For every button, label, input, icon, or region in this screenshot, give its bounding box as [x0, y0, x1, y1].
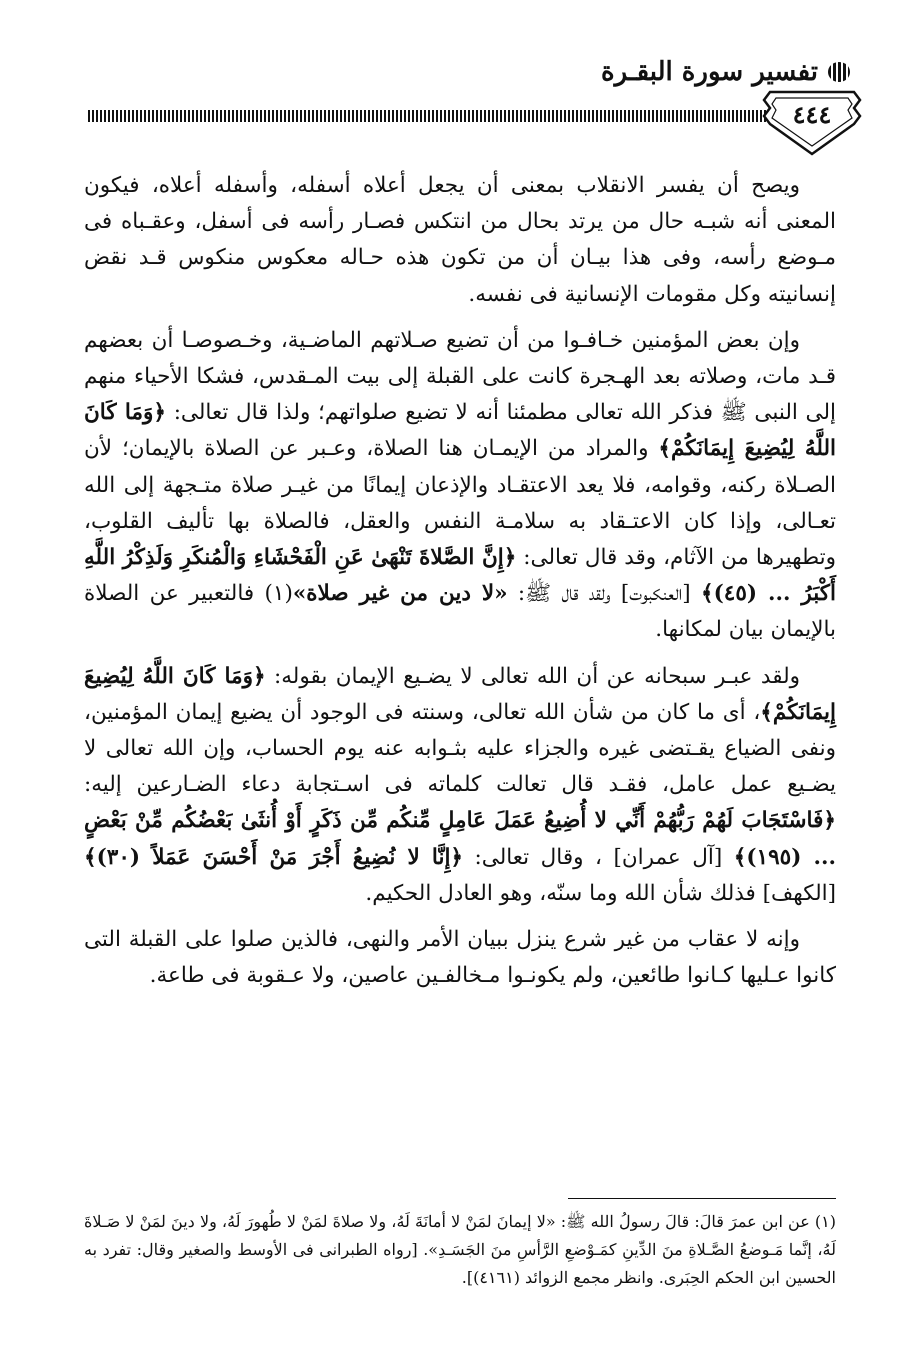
- paragraph: [84, 168, 836, 313]
- footnote: (١) عن ابن عمرَ قالَ: قالَ رسولُ الله ﷺ: «لا إيمانَ لمَنْ لا أمانَةَ لَهُ، ولا صلاةَ لمَنْ لا طُهورَ لَهُ، ولا دينَ لمَنْ لا صَـلاةَ لَهُ، إنَّما مَـوضعُ الصَّـلاةِ منَ الدِّينِ كمَـوْضعِ الرَّأسِ منَ الجَسَـدِ». [رواه الطبرانى فى الأوسط والصغير وقال: تفرد به الحسين ابن الحكم الحِبَرى. وانظر مجمع الزوائد (٤١٦١)].: [84, 1212, 837, 1287]
- quran-verse: ﴿وَمَا كَانَ اللَّهُ لِيُضِيعَ إِيمَانَكُمْ﴾: [84, 400, 836, 462]
- surah-reference: [العنكبوت] ولقد قال ﷺ:: [517, 581, 691, 607]
- main-text: [84, 168, 836, 1004]
- page-number: ٤٤٤: [792, 100, 832, 129]
- paragraph-text: ويصح أن يفسر الانقلاب بمعنى أن يجعل أعلاه أسفله، وأسفله أعلاه، فيكون المعنى أنه شبـه حال من يرتد بحال من انتكس فصـار رأسه فى أسفل، وعقـباه فى مـوضع رأسه، وفى هذا بيـان أن من تكون هذه حـاله معكوس منكوس قـد نقض إنسانيته وكل مقومات الإنسانية فى نفسه.: [84, 173, 836, 307]
- hadith-quote: «لا دين من غير صلاة»: [292, 581, 508, 607]
- paragraph-text: وإن بعض المؤمنين خـافـوا من أن تضيع صـلاتهم الماضـية، وخـصوصـا أن بعضهم قـد مات، وصلاته بعد الهـجرة كانت على القبلة إلى بيت المـقدس، فشكا الأحياء منهم إلى النبى ﷺ فذكر الله تعالى مطمئنا أنه لا تضيع صلواتهم؛ ولذا قال تعالى:: [84, 327, 836, 426]
- paragraph-text: (١) فالتعبير عن الصلاة بالإيمان بيان لمكانها.: [84, 581, 836, 643]
- quran-verse: ﴿فَاسْتَجَابَ لَهُمْ رَبُّهُمْ أَنِّي لا أُضِيعُ عَمَلَ عَامِلٍ مِّنكُم مِّن ذَكَرٍ أَوْ أُنثَىٰ بَعْضُكُم مِّنْ بَعْضٍ ... (١٩٥)﴾: [84, 808, 836, 870]
- quran-verse: ﴿إِنَّ الصَّلاةَ تَنْهَىٰ عَنِ الْفَحْشَاءِ وَالْمُنكَرِ وَلَذِكْرُ اللَّهِ أَكْبَرُ ... (٤٥)﴾: [84, 545, 836, 607]
- quran-verse: ﴿إِنَّا لا نُضِيعُ أَجْرَ مَنْ أَحْسَنَ عَمَلاً (٣٠)﴾: [84, 844, 464, 870]
- paragraph-text: ، أى ما كان من شأن الله تعالى، وسنته فى الوجود أن يضيع إيمان المؤمنين، ونفى الضياع يقـتضى غيره والجزاء عليه بثـوابه عنه يوم الحساب، وإن الله تعالى لا يضـيع عمل عامل، فقـد قال تعالت كلماته فى اسـتجابة دعاء الضـارعين إليه:: [84, 699, 836, 798]
- paragraph: [84, 922, 836, 994]
- running-header: [560, 52, 850, 92]
- footnote-separator: [568, 1198, 836, 1199]
- paragraph-text: [الكهف] فذلك شأن الله وما سنّه، وهو العادل الحكيم.: [365, 880, 836, 906]
- paragraph: [84, 323, 836, 649]
- page-number-badge: [762, 88, 862, 160]
- surah-reference: [آل عمران] ، وقال تعالى:: [474, 844, 723, 870]
- quran-verse: ﴿وَمَا كَانَ اللَّهُ لِيُضِيعَ إِيمَانَكُمْ﴾: [84, 663, 836, 725]
- paragraph-text: وإنه لا عقاب من غير شرع ينزل ببيان الأمر والنهى، فالذين صلوا على القبلة التى كانوا عـليها كـانوا طائعين، ولم يكونـوا مـخالفـين عاصين، ولا عـقوبة فى طاعة.: [84, 927, 836, 989]
- ornament-icon: [828, 62, 850, 82]
- paragraph-text: ولقد عبـر سبحانه عن أن الله تعالى لا يضـيع الإيمان بقوله:: [274, 663, 800, 689]
- running-title: تفسير سورة البقـرة: [600, 57, 818, 87]
- header-rule: [88, 110, 768, 122]
- paragraph: [84, 659, 836, 912]
- paragraph-text: والمراد من الإيمـان هنا الصلاة، وعـبر عن الصلاة بالإيمان؛ لأن الصـلاة ركنه، وقوامه، فلا يعد الاعتقـاد والإذعان إيمانًا من غيـر صلاة متـجهة إلى الله تعـالى، وإذا كان الاعتـقاد به سلامـة النفس والعقل، فالصلاة بها تأليف القلوب، وتطهيرها من الآثام، وقد قال تعالى:: [84, 436, 836, 571]
